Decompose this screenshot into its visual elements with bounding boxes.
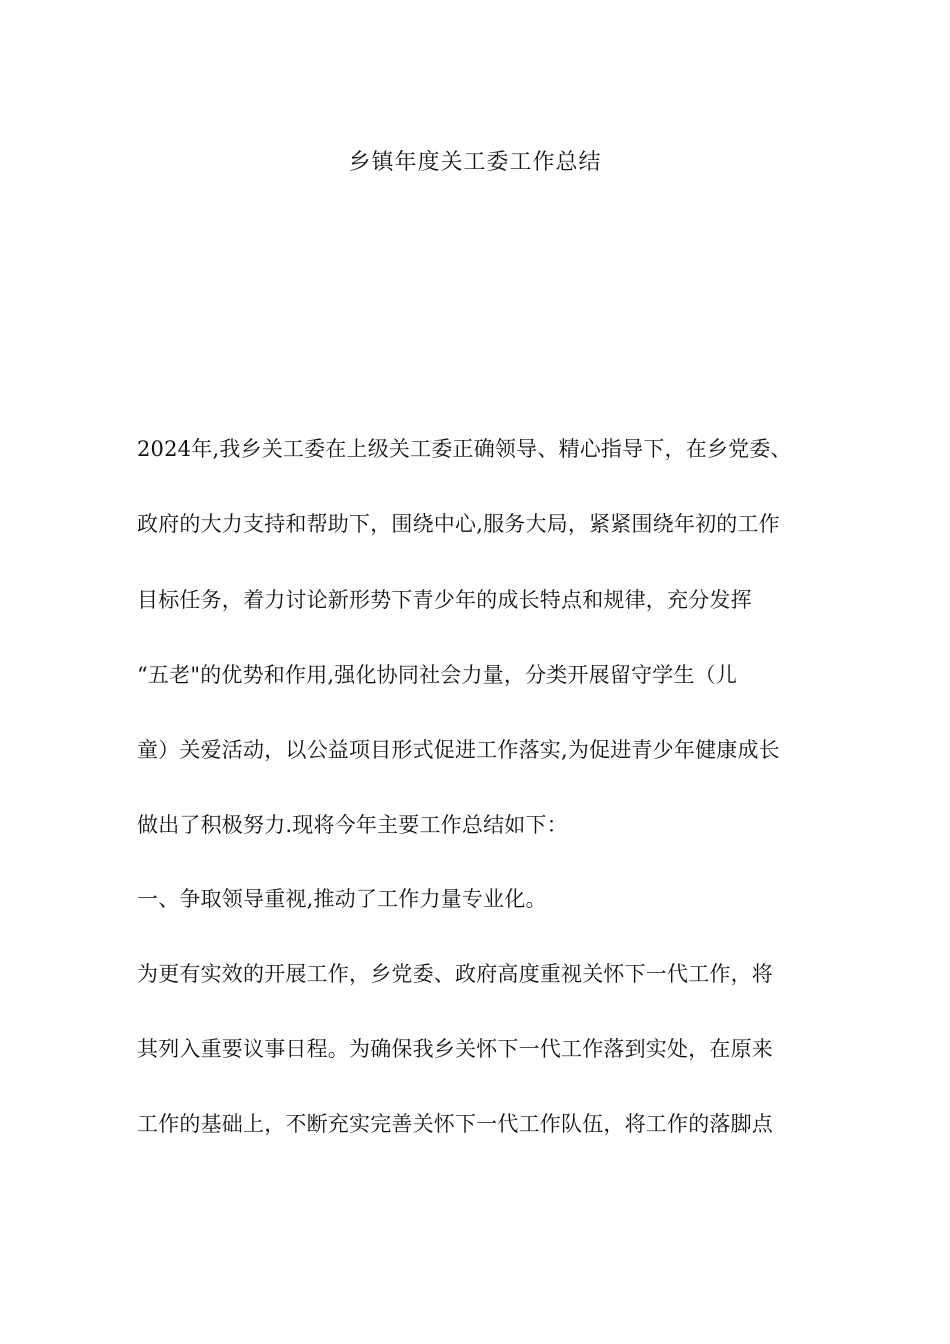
paragraph-line: 2024年,我乡关工委在上级关工委正确领导、精心指导下，在乡党委、 <box>137 437 792 461</box>
document-title: 乡镇年度关工委工作总结 <box>348 150 602 175</box>
paragraph-line: “五老"的优势和作用,强化协同社会力量，分类开展留守学生（儿 <box>137 663 738 687</box>
paragraph-line: 为更有实效的开展工作，乡党委、政府高度重视关怀下一代工作，将 <box>137 962 773 986</box>
paragraph-line: 其列入重要议事日程。为确保我乡关怀下一代工作落到实处，在原来 <box>137 1037 773 1061</box>
paragraph-line: 童）关爱活动，以公益项目形式促进工作落实,为促进青少年健康成长 <box>137 738 780 762</box>
paragraph-line: 目标任务，着力讨论新形势下青少年的成长特点和规律，充分发挥 <box>137 588 752 612</box>
section-heading: 一、争取领导重视,推动了工作力量专业化。 <box>137 887 547 911</box>
paragraph-line: 工作的基础上，不断充实完善关怀下一代工作队伍，将工作的落脚点 <box>137 1112 773 1136</box>
paragraph-line: 做出了积极努力.现将今年主要工作总结如下： <box>137 813 568 837</box>
paragraph-line: 政府的大力支持和帮助下，围绕中心,服务大局，紧紧围绕年初的工作 <box>137 512 780 536</box>
